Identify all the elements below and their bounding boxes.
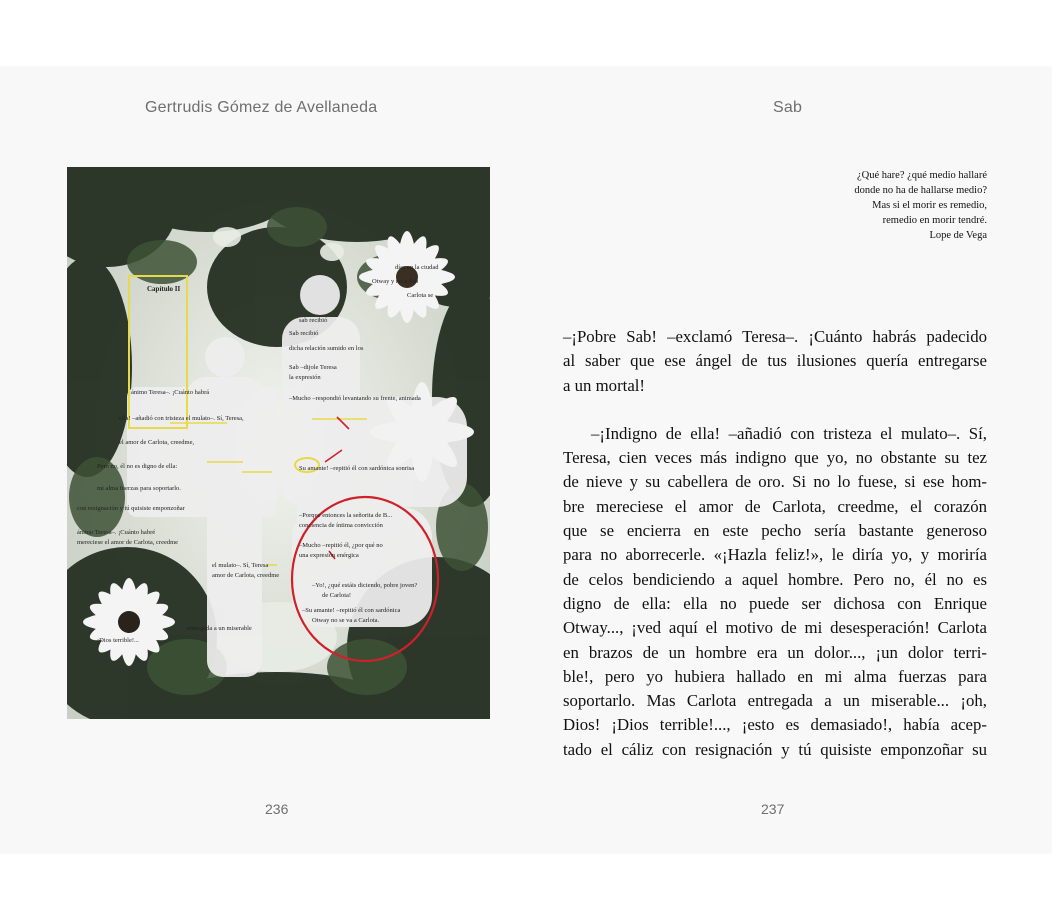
page-number-left: 236 <box>265 801 289 817</box>
epigraph-line: donde no ha de hallarse medio? <box>854 185 987 196</box>
collage-snippet: mi alma fuerzas para soportarlo. <box>97 485 181 492</box>
text-line: ble!, pero yo hubiera hallado en mi alma fuerzas para <box>563 666 987 686</box>
text-line: Dios! ¡Dios terrible!..., ¡esto es demasiado!, había acep- <box>563 715 987 735</box>
text-line: soportarlo. Mas Carlota entregada a un miserable... ¡oh, <box>563 691 987 711</box>
collage-snippet: –Mucho –respondió levantando su frente, animada <box>289 395 421 402</box>
collage-snippet: conciencia de íntima convicción <box>299 522 383 529</box>
collage-snippet: de Carlota! <box>322 592 352 599</box>
collage-snippet: –Yo!, ¿qué estáis diciendo, pobre joven? <box>312 582 418 589</box>
page-number-right: 237 <box>761 801 785 817</box>
text-line: de nieve y su cabellera de oro. Si no lo fuese, si ese hom- <box>563 472 987 492</box>
collage-snippet: ánimo Teresa–. ¡Cuánto habré <box>77 529 156 536</box>
body-text <box>563 325 987 762</box>
text-line: al saber que ese ángel de tus ilusiones quería entregarse <box>563 351 987 371</box>
collage-snippet: días en la ciudad <box>395 264 439 271</box>
running-head-author: Gertrudis Gómez de Avellaneda <box>145 99 378 116</box>
collage-snippet: mereciese el amor de Carlota, creedme <box>77 539 179 546</box>
collage-snippet: con resignación y tú quisiste emponzoñar <box>77 505 185 512</box>
chapter-label: Capítulo II <box>147 285 181 293</box>
collage-snippet: el amor de Carlota, creedme, <box>119 439 195 446</box>
text-line: para no aborrecerle. «¡Hazla feliz!», le diría yo, y moriría <box>563 545 987 565</box>
paragraph-gap <box>563 398 987 422</box>
collage-snippet: Sab recibió <box>289 330 319 337</box>
epigraph-line: Mas si el morir es remedio, <box>872 200 987 211</box>
text-line: –¡Indigno de ella! –añadió con tristeza el mulato–. Sí, <box>591 423 987 443</box>
collage-snippet: ella! –añadió con tristeza el mulato–. Sí, Teresa, <box>119 415 244 422</box>
collage-snippet: amor de Carlota, creedme <box>212 572 280 579</box>
text-line: a un mortal! <box>563 375 646 395</box>
collage-snippet: ánimo Teresa–. ¡Cuánto habrá <box>131 389 210 396</box>
collage-snippet: ¡Dios terrible!... <box>97 637 139 644</box>
collage-snippet: Otway y no a Sab <box>372 278 419 285</box>
text-line: Teresa, cien veces más indigno que yo, no obstante su tez <box>563 448 987 468</box>
collage-snippet: Carlota se <box>407 292 434 299</box>
collage-snippet: Su amante! –repitió él con sardónica sonrisa <box>299 465 415 472</box>
collage-snippet: –Porque entonces la señorita de B... <box>299 512 393 519</box>
collage-snippet: dicha relación sumido en los <box>289 345 364 352</box>
text-line: Otway..., ¡ved aquí el motivo de mi desesperación! Carlota <box>563 618 987 638</box>
text-line: en brazos de un hombre era un dolor..., ¡un dolor terri- <box>563 642 987 662</box>
text-line: que se encierra en este pecho sería bastante generoso <box>563 521 987 541</box>
collage-snippet: sab recibió <box>299 317 328 324</box>
collage-snippet: la expresión <box>289 374 321 381</box>
collage-snippet: Otway no se va a Carlota. <box>312 617 380 624</box>
text-line: bre mereciese el amor de Carlota, creedme, el corazón <box>563 496 987 516</box>
collage-snippet: Sab –dijole Teresa <box>289 364 337 371</box>
epigraph-line: ¿Qué hare? ¿qué medio hallaré <box>856 170 987 181</box>
text-line: de celos bendiciendo a aquel hombre. Pero no, él no es <box>563 569 987 589</box>
collage-illustration <box>67 167 490 719</box>
text-line: digno de ella: ella no puede ser dichosa con Enrique <box>563 593 987 613</box>
collage-snippet: entregada a un miserable <box>187 625 252 632</box>
collage-snippet: –Su amante! –repitió él con sardónica <box>302 607 401 614</box>
collage-snippet: una expresión enérgica <box>299 552 359 559</box>
collage-snippet: Pero no, él no es digno de ella: <box>97 463 178 470</box>
running-head-title: Sab <box>773 99 803 116</box>
collage-snippet: el mulato–. Sí, Teresa <box>212 562 269 569</box>
epigraph-line: remedio en morir tendré. <box>882 215 987 226</box>
text-line: tado el cáliz con resignación y tú quisiste emponzoñar su <box>563 739 987 759</box>
text-line: –¡Pobre Sab! –exclamó Teresa–. ¡Cuánto habrás padecido <box>563 327 987 346</box>
epigraph <box>854 168 987 243</box>
collage-snippet: –Mucho –repitió él, ¿por qué no <box>299 542 383 549</box>
epigraph-attribution: Lope de Vega <box>929 230 987 241</box>
